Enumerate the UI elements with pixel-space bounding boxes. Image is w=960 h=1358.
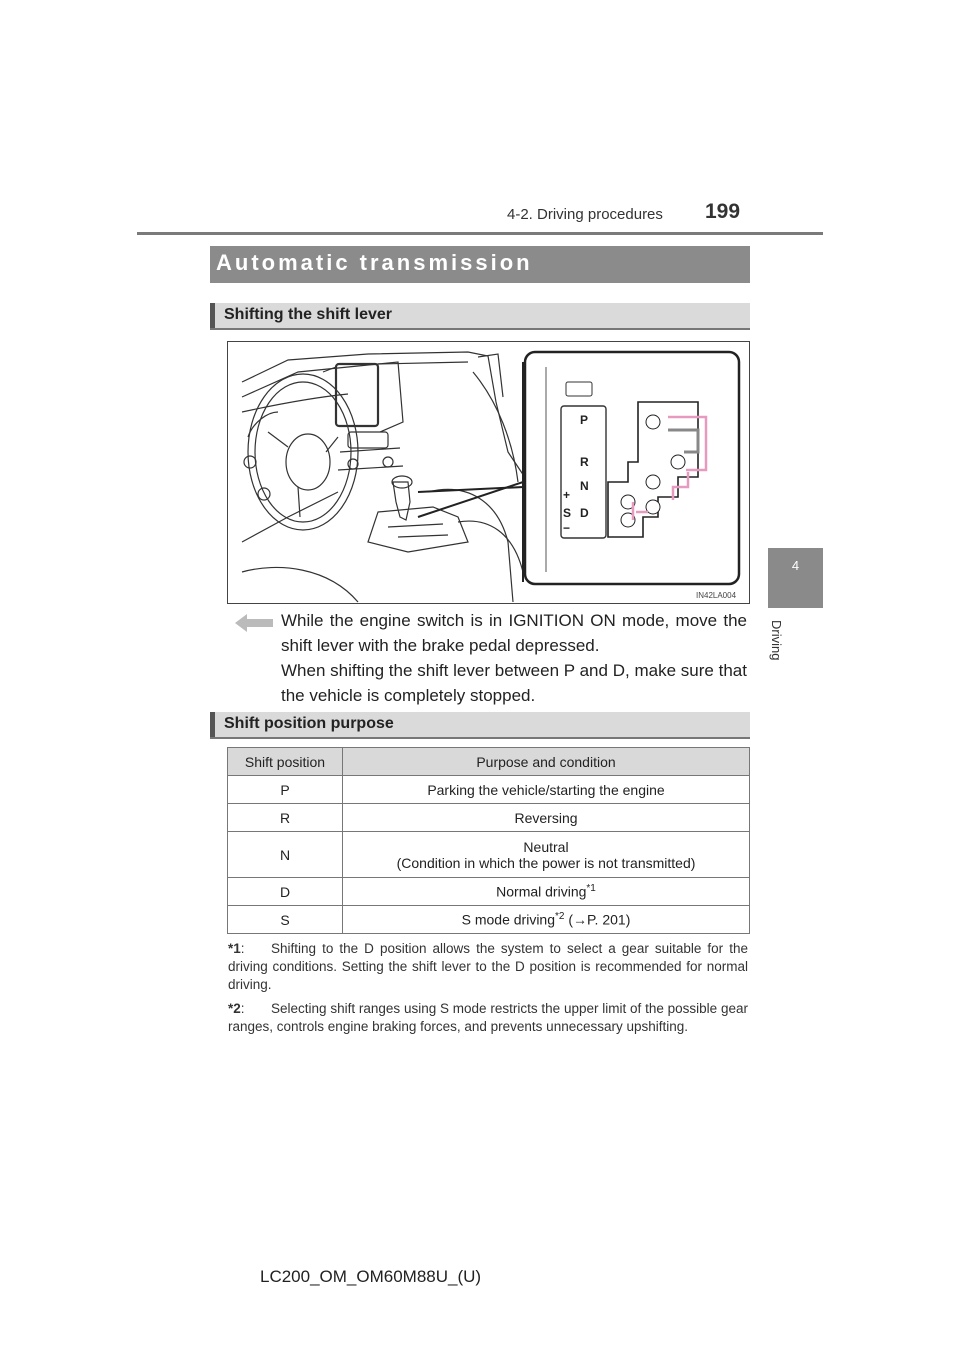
footnote-ref: *2: [555, 911, 565, 923]
table-cell-position: D: [228, 878, 343, 906]
chapter-tab-number: 4: [791, 558, 800, 573]
step-arrow-icon: [235, 614, 273, 632]
table-cell-purpose: Parking the vehicle/starting the engine: [343, 776, 750, 804]
table-cell-purpose: Reversing: [343, 804, 750, 832]
page-title: Automatic transmission: [216, 250, 533, 275]
footnote-ref: *1: [586, 883, 596, 895]
footnote-1: [228, 940, 748, 994]
section-heading-purpose: [210, 712, 750, 737]
cockpit-illustration: [228, 342, 749, 603]
figure-code: IN42LA004: [696, 591, 737, 600]
table-cell-position: N: [228, 832, 343, 878]
table-cell-position: S: [228, 906, 343, 934]
section-heading-shifting: [210, 303, 750, 328]
table-row: [228, 832, 750, 878]
table-row: [228, 906, 750, 934]
table-header-position: Shift position: [228, 748, 343, 776]
section-heading-label: Shifting the shift lever: [224, 306, 393, 323]
purpose-line-1: Neutral: [523, 838, 569, 855]
table-row: [228, 776, 750, 804]
purpose-line-2: (Condition in which the power is not transmitted): [396, 854, 696, 871]
gate-label-s: S: [563, 506, 572, 520]
footnote-text: Shifting to the D position allows the system to select a gear suitable for the driving conditions. Setting the shift lever to the D position is recommended for normal driving.: [228, 941, 748, 992]
chapter-tab: [768, 548, 823, 608]
table-cell-position: R: [228, 804, 343, 832]
footnote-text: Selecting shift ranges using S mode restricts the upper limit of the possible gear ranges, controls engine braking forces, and prevents unnecessary upshifting.: [228, 1001, 748, 1034]
document-code-footer: LC200_OM_OM60M88U_(U): [260, 1267, 482, 1286]
gate-label-n: N: [580, 479, 589, 493]
gate-label-p: P: [580, 413, 589, 427]
table-cell-purpose: [343, 832, 750, 878]
instruction-paragraph-1: While the engine switch is in IGNITION ON mode, move the shift lever with the brake pedal depressed.: [281, 611, 747, 655]
page-reference: (→P. 201): [564, 911, 631, 928]
shift-position-table: [227, 747, 750, 934]
gate-label-plus: +: [563, 488, 571, 502]
header-divider: [137, 232, 823, 235]
shift-lever-figure: [227, 341, 750, 604]
table-header-purpose: Purpose and condition: [343, 748, 750, 776]
section-heading-label: Shift position purpose: [224, 715, 394, 732]
footnote-mark: *2:: [228, 1001, 245, 1016]
chapter-tab-label: Driving: [769, 620, 784, 661]
table-cell-purpose: Normal driving$^{*1}$: [343, 878, 750, 906]
gate-label-minus: −: [563, 521, 571, 535]
page-number: 199: [705, 200, 741, 223]
section-header: 4-2. Driving procedures: [507, 206, 663, 223]
gate-label-r: R: [580, 455, 589, 469]
table-cell-position: P: [228, 776, 343, 804]
footnote-2: [228, 1000, 748, 1036]
gate-label-d: D: [580, 506, 589, 520]
table-row: [228, 804, 750, 832]
table-cell-purpose: S mode driving$^{*2}$ (→P. 201): [343, 906, 750, 934]
instruction-paragraph-2: When shifting the shift lever between P and D, make sure that the vehicle is completely stopped.: [281, 661, 747, 705]
footnote-mark: *1:: [228, 941, 245, 956]
table-row: [228, 878, 750, 906]
